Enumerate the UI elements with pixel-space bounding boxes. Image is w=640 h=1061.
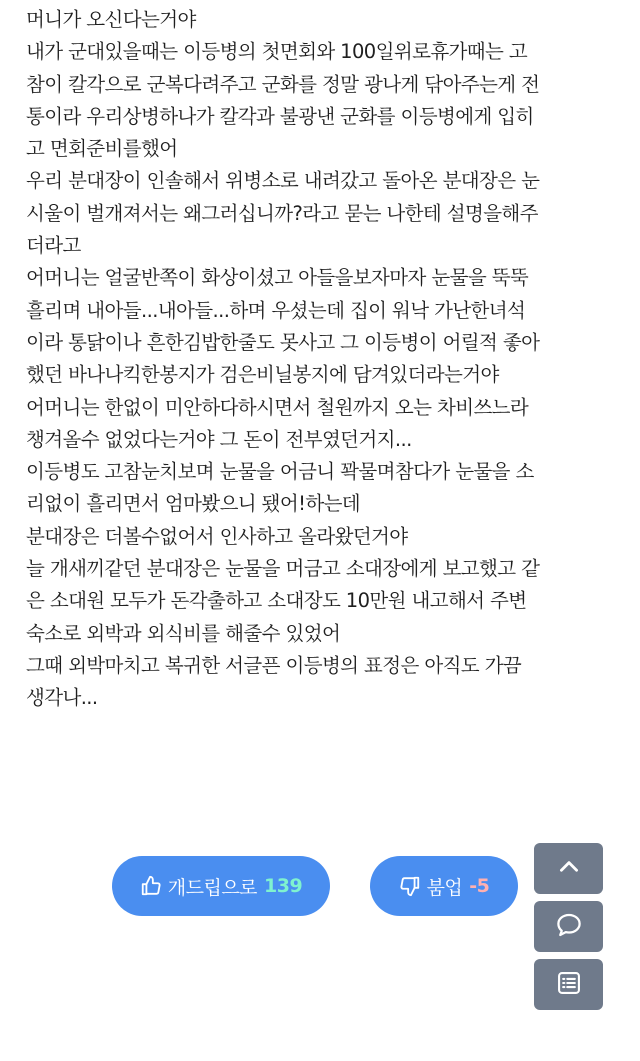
list-icon <box>555 969 583 1001</box>
post-body <box>26 4 622 715</box>
upvote-count: 139 <box>264 875 303 897</box>
post-text-line: 참이 칼각으로 군복다려주고 군화를 정말 광나게 닦아주는게 전 <box>26 72 540 96</box>
post-text-line: 분대장은 더볼수없어서 인사하고 올라왔던거야 <box>26 524 408 548</box>
list-button[interactable] <box>534 959 603 1010</box>
post-text-line: 내가 군대있을때는 이등병의 첫면회와 100일위로휴가때는 고 <box>26 40 528 64</box>
comment-bubble-icon <box>554 910 584 944</box>
post-text-line: 그때 외박마치고 복귀한 서글픈 이등병의 표정은 아직도 가끔 <box>26 653 522 677</box>
post-text-line: 통이라 우리상병하나가 칼각과 불광낸 군화를 이등병에게 입히 <box>26 104 534 128</box>
downvote-button[interactable] <box>370 856 518 916</box>
post-text-line: 우리 분대장이 인솔해서 위병소로 내려갔고 돌아온 분대장은 눈 <box>26 169 540 193</box>
comments-button[interactable] <box>534 901 603 952</box>
post-text-line: 고 면회준비를했어 <box>26 137 178 161</box>
post-text-line: 리없이 흘리면서 엄마봤으니 됐어!하는데 <box>26 492 361 516</box>
post-text-line: 숙소로 외박과 외식비를 해줄수 있었어 <box>26 621 341 645</box>
post-text-line: 어머니는 한없이 미안하다하시면서 철원까지 오는 차비쓰느라 <box>26 395 529 419</box>
post-text-line: 이등병도 고참눈치보며 눈물을 어금니 꽉물며참다가 눈물을 소 <box>26 460 534 484</box>
scroll-to-top-button[interactable] <box>534 843 603 894</box>
upvote-label: 개드립으로 <box>167 876 258 899</box>
chevron-up-icon <box>556 854 582 884</box>
upvote-button[interactable] <box>112 856 330 916</box>
post-text-line: 시울이 벌개져서는 왜그러십니까?라고 묻는 나한테 설명을해주 <box>26 201 538 225</box>
downvote-label: 붐업 <box>426 876 463 899</box>
post-text-line: 챙겨올수 없었다는거야 그 돈이 전부였던거지... <box>26 427 412 451</box>
post-text-line: 흘리며 내아들...내아들...하며 우셨는데 집이 워낙 가난한녀석 <box>26 298 526 322</box>
downvote-count: -5 <box>469 875 490 897</box>
post-text-line: 이라 통닭이나 흔한김밥한줄도 못사고 그 이등병이 어릴적 좋아 <box>26 330 540 354</box>
post-text-line: 어머니는 얼굴반쪽이 화상이셨고 아들을보자마자 눈물을 뚝뚝 <box>26 266 529 290</box>
post-text-line: 머니가 오신다는거야 <box>26 8 196 31</box>
post-text-line: 더라고 <box>26 234 81 258</box>
thumbs-up-icon <box>140 875 162 897</box>
post-text-line: 생각나... <box>26 686 98 710</box>
post-text-line: 은 소대원 모두가 돈각출하고 소대장도 10만원 내고해서 주변 <box>26 589 527 613</box>
thumbs-down-icon <box>399 875 421 897</box>
post-text-line: 늘 개새끼같던 분대장은 눈물을 머금고 소대장에게 보고했고 같 <box>26 557 540 581</box>
post-text-line: 했던 바나나킥한봉지가 검은비닐봉지에 담겨있더라는거야 <box>26 363 499 387</box>
